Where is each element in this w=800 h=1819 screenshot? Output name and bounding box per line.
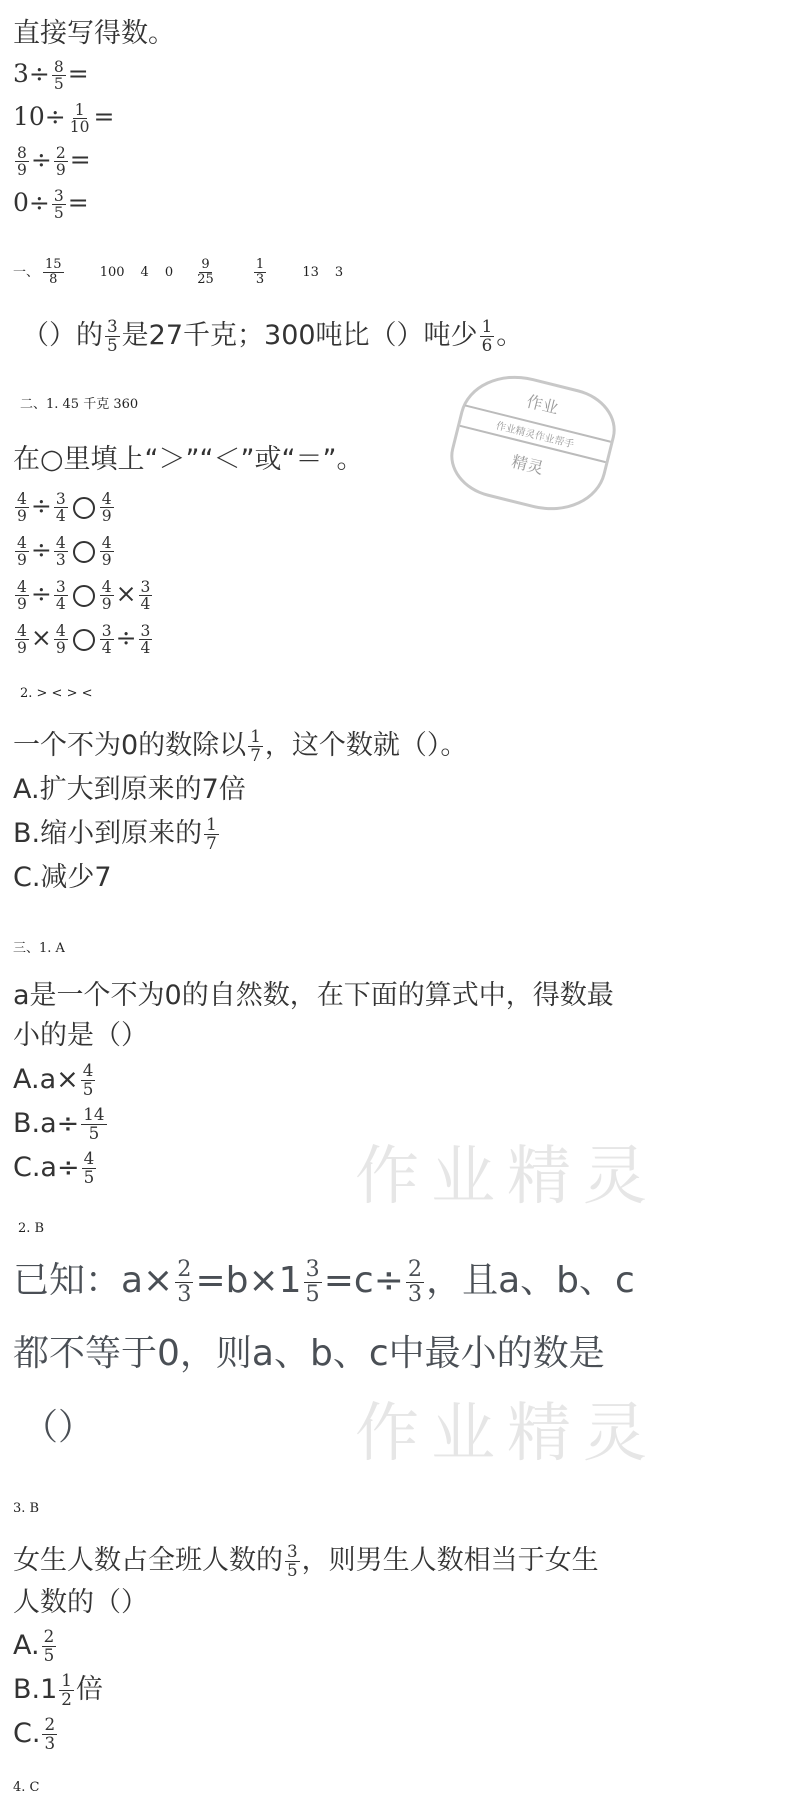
q5-option-c: C.a÷ $\frac{4}{5}$ <box>13 1148 95 1187</box>
q5-option-b: B.a÷ $\frac{14}{5}$ <box>13 1104 105 1143</box>
q5-line-1: a是一个不为0的自然数，在下面的算式中，得数最 <box>13 980 614 1011</box>
q7-line-2: 人数的（） <box>13 1587 148 1618</box>
q5-answer: 2. B <box>18 1221 45 1236</box>
watermark-text: 作业精灵 <box>355 1397 659 1471</box>
watermark-text: 作业精灵 <box>355 1140 659 1214</box>
q4-option-c: C.减少7 <box>13 862 112 893</box>
q7-option-c: C. $\frac{2}{3}$ <box>13 1714 56 1753</box>
q4-option-b: B.缩小到原来的 $\frac{1}{7}$ <box>13 814 217 853</box>
q4-option-a: A.扩大到原来的7倍 <box>13 774 246 805</box>
q1-title: 直接写得数。 <box>13 18 175 49</box>
q1-item-2: 10÷ $\frac{1}{10}$ = <box>13 100 115 136</box>
compare-circle[interactable] <box>73 629 95 651</box>
q1-item-3: $\frac{8}{9}$ ÷ $\frac{2}{9}$ = <box>17 143 91 179</box>
q7-line-1: 女生人数占全班人数的 $\frac{3}{5}$ ，则男生人数相当于女生 <box>13 1541 599 1580</box>
q4-answer: 三、1. A <box>13 941 65 956</box>
q1-item-4: 0÷ $\frac{3}{5}$ = <box>13 186 89 222</box>
q3-item-1: $\frac{4}{9}$ ÷ $\frac{3}{4}$ $\frac{4}{9}$ <box>17 489 112 525</box>
watermark-stamp: 作业 作业精灵作业帮手 精灵 <box>442 363 624 523</box>
q6-line-2: 都不等于0，则a、b、c中最小的数是 <box>13 1333 605 1374</box>
q1-answer: 一、 $\frac{15}{8}$ 100 4 0 $\frac{9}{25}$ $\frac{1}{3}$ 13 3 <box>13 257 344 287</box>
q6-answer: 3. B <box>13 1501 40 1516</box>
q3-item-2: $\frac{4}{9}$ ÷ $\frac{4}{3}$ $\frac{4}{9}$ <box>17 533 112 569</box>
q2-question: （）的 $\frac{3}{5}$ 是27千克；300吨比（）吨少 $\frac{1}{6}$ 。 <box>22 316 524 355</box>
q6-line-3: （） <box>22 1407 95 1448</box>
compare-circle[interactable] <box>73 497 95 519</box>
q3-answer: 2. > < > < <box>20 686 93 701</box>
q5-line-2: 小的是（） <box>13 1020 148 1051</box>
q7-answer: 4. C <box>13 1780 40 1795</box>
q7-option-b: B.1 $\frac{1}{2}$ 倍 <box>13 1670 103 1709</box>
q3-title: 在○里填上“＞”“＜”或“＝”。 <box>13 444 364 475</box>
q2-answer: 二、1. 45 千克 360 <box>20 397 139 412</box>
q5-option-a: A.a× $\frac{4}{5}$ <box>13 1060 94 1099</box>
q4-stem: 一个不为0的数除以 $\frac{1}{7}$ ，这个数就（）。 <box>13 726 468 765</box>
q3-item-3: $\frac{4}{9}$ ÷ $\frac{3}{4}$ $\frac{4}{9}$ × $\frac{3}{4}$ <box>17 577 151 613</box>
compare-circle[interactable] <box>73 585 95 607</box>
q7-option-a: A. $\frac{2}{5}$ <box>13 1626 55 1665</box>
q1-item-1: 3÷ $\frac{8}{5}$ = <box>13 57 89 93</box>
q3-item-4: $\frac{4}{9}$ × $\frac{4}{9}$ $\frac{3}{4}$ ÷ $\frac{3}{4}$ <box>17 621 151 657</box>
compare-circle[interactable] <box>73 541 95 563</box>
q6-line-1: 已知：a× $\frac{2}{3}$ =b×1 $\frac{3}{5}$ =c÷ $\frac{2}{3}$ ，且a、b、c <box>13 1256 635 1307</box>
